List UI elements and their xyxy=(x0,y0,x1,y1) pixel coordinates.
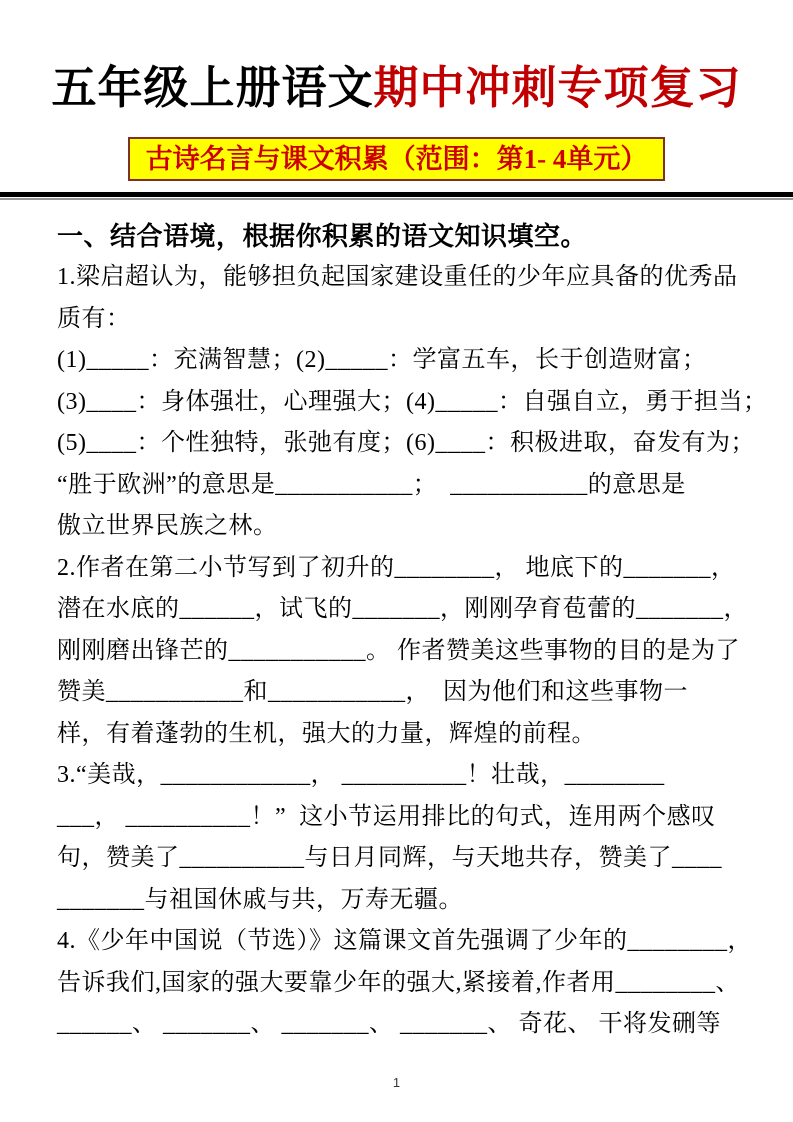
section-heading: 一、结合语境，根据你积累的语文知识填空。 xyxy=(57,221,588,251)
text-line-with-blanks: (3)____：身体强壮，心理强大；(4)_____：自强自立，勇于担当； xyxy=(57,388,768,415)
text-line-with-blanks: ___， __________！” 这小节运用排比的句式，连用两个感叹 xyxy=(57,803,716,830)
page-number: 1 xyxy=(392,1075,401,1090)
text-line-with-blanks: 刚刚磨出锋芒的___________。 作者赞美这些事物的目的是为了 xyxy=(57,637,740,664)
text-line: 质有： xyxy=(57,305,131,332)
banner-row xyxy=(0,137,793,181)
divider-rule-black xyxy=(0,192,793,197)
text-line-with-blanks: (5)____：个性独特，张弛有度；(6)____：积极进取，奋发有为； xyxy=(57,430,755,456)
text-line-with-blanks: _______与祖国休戚与共，万寿无疆。 xyxy=(57,886,463,913)
page-title xyxy=(0,54,793,122)
text-line: 傲立世界民族之林。 xyxy=(57,513,278,539)
text-line-with-blanks: 赞美___________和___________， 因为他们和这些事物一 xyxy=(57,679,688,705)
text-line-with-blanks: 3.“美哉，____________， __________！壮哉，________ xyxy=(57,762,665,788)
text-line: 1.梁启超认为，能够担负起国家建设重任的少年应具备的优秀品 xyxy=(57,264,738,290)
topic-banner: 古诗名言与课文积累（范围：第1- 4单元） xyxy=(128,137,666,181)
text-line: 样，有着蓬勃的生机，强大的力量，辉煌的前程。 xyxy=(57,720,596,747)
worksheet-body xyxy=(0,200,793,1046)
text-line-with-blanks: “胜于欧洲”的意思是___________； ___________的意思是 xyxy=(57,471,686,498)
text-line-with-blanks: 4.《少年中国说（节选）》这篇课文首先强调了少年的________， xyxy=(57,928,752,954)
text-line-with-blanks: 告诉我们,国家的强大要靠少年的强大,紧接着,作者用________、 xyxy=(57,969,740,996)
text-line-with-blanks: (1)_____：充满智慧；(2)_____：学富五车，长于创造财富； xyxy=(57,347,707,373)
text-line-with-blanks: 2.作者在第二小节写到了初升的________， 地底下的_______， xyxy=(57,554,736,581)
page-title-black-part: 五年级上册语文 xyxy=(51,63,374,113)
text-line-with-blanks: ______、 _______、 _______、 _______、 奇花、 干将发硎等 xyxy=(57,1011,721,1037)
text-line-with-blanks: 句，赞美了__________与日月同辉，与天地共存，赞美了____ xyxy=(57,845,722,871)
text-line-with-blanks: 潜在水底的______，试飞的_______，刚刚孕育苞蕾的_______， xyxy=(57,596,748,622)
page-title-red-part: 期中冲刺专项复习 xyxy=(373,63,742,113)
